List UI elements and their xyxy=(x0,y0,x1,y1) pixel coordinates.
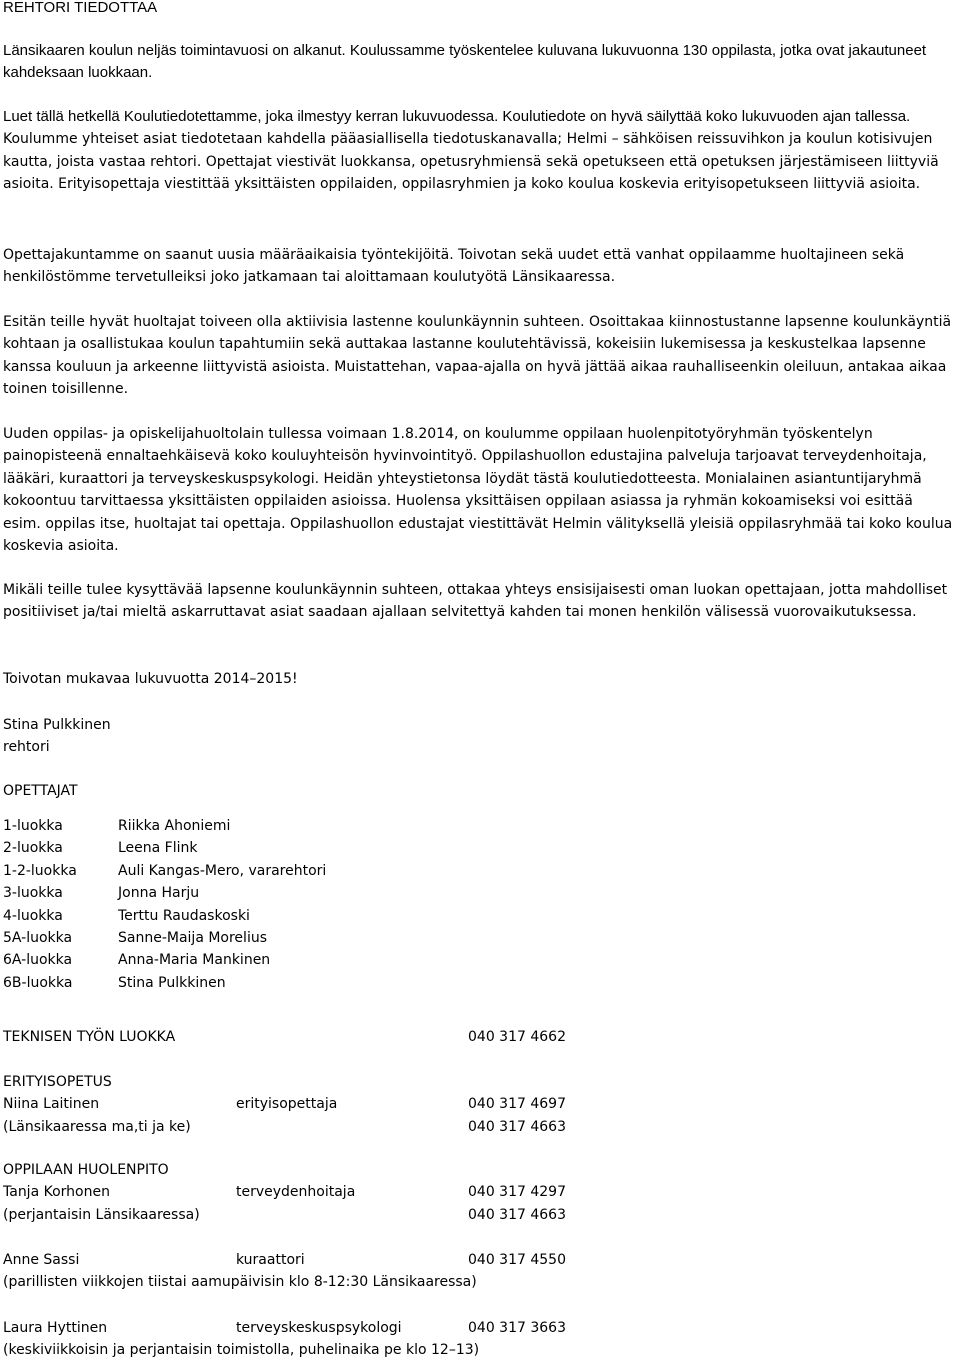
signature-title: rehtori xyxy=(3,739,50,756)
contact-role: terveyskeskuspsykologi xyxy=(236,1320,402,1336)
special-education-contact xyxy=(3,1071,955,1138)
contact-phone: 040 317 3663 xyxy=(468,1320,566,1336)
teacher-row xyxy=(3,905,955,927)
teacher-name: Auli Kangas-Mero, vararehtori xyxy=(118,862,327,879)
class-label: 4-luokka xyxy=(3,907,63,924)
psychologist-contact xyxy=(3,1317,955,1361)
paragraph-new-staff: Opettajakuntamme on saanut uusia määräaikaisia työntekijöitä. Toivotan sekä uudet että vanhat oppilaamme huoltajineen sekä henkilöstömme tervetulleiksi joko jatkamaan tai aloittamaan koulutyötä Länsikaaressa. xyxy=(3,247,905,286)
paragraph-newsletter-intro: Luet tällä hetkellä Koulutiedotettamme, joka ilmestyy kerran lukuvuodessa. Koulutiedote on hyvä säilyttää koko lukuvuoden ajan tallessa. xyxy=(3,108,911,125)
teachers-heading: OPETTAJAT xyxy=(3,783,78,799)
closing-wish: Toivotan mukavaa lukuvuotta 2014–2015! xyxy=(3,671,298,687)
contact-note-phone: 040 317 4663 xyxy=(468,1118,566,1135)
paragraph-contact-teacher: Mikäli teille tulee kysyttävää lapsenne koulunkäynnin suhteen, ottakaa yhteys ensisijaisesti oman luokan opettajaan, jotta mahdolliset positiiviset ja/tai mieltä askarruttavat asiat saadaan ajallaan selvitettyä kahden tai monen henkilön välisessä vuorovaikutuksessa. xyxy=(3,582,948,621)
teacher-name: Anna-Maria Mankinen xyxy=(118,952,271,969)
contact-phone: 040 317 4297 xyxy=(468,1184,566,1201)
class-label: 1-2-luokka xyxy=(3,862,77,879)
contact-role: terveydenhoitaja xyxy=(236,1184,356,1201)
technical-work-phone: 040 317 4662 xyxy=(468,1029,566,1045)
technical-work-contact xyxy=(3,1026,955,1048)
contact-name: Niina Laitinen xyxy=(3,1096,100,1113)
contact-note: (parillisten viikkojen tiistai aamupäivisin klo 8-12:30 Länsikaaressa) xyxy=(3,1274,477,1291)
paragraph-guardians: Esitän teille hyvät huoltajat toiveen olla aktiivisia lastenne koulunkäynnin suhteen. Osoittakaa kiinnostustanne lapsenne koulunkäyntiä kohtaan ja osallistukaa koulun tapahtumiin sekä auttakaa lastanne koulutehtävissä, kokeisiin lukemisessa ja keskustelkaa lapsenne kanssa kouluun ja arkeenne liittyvistä asioista. Muistattehan, vapaa-ajalla on hyvä jättää aikaa rauhalliseenkin oleiluun, antakaa aikaa toinen toisillenne. xyxy=(3,314,952,398)
technical-work-label: TEKNISEN TYÖN LUOKKA xyxy=(3,1029,176,1045)
teacher-row xyxy=(3,860,955,882)
teacher-row xyxy=(3,949,955,971)
contact-phone: 040 317 4697 xyxy=(468,1096,566,1113)
teacher-name: Sanne-Maija Morelius xyxy=(118,930,267,947)
teacher-name: Stina Pulkkinen xyxy=(118,974,226,991)
contact-note: (Länsikaaressa ma,ti ja ke) xyxy=(3,1118,191,1135)
class-label: 2-luokka xyxy=(3,840,63,857)
teacher-row xyxy=(3,882,955,904)
contact-note: (keskiviikkoisin ja perjantaisin toimistolla, puhelinaika pe klo 12–13) xyxy=(3,1342,480,1358)
contact-name: Anne Sassi xyxy=(3,1252,80,1268)
teacher-row xyxy=(3,972,955,994)
teachers-list xyxy=(3,815,955,994)
class-label: 5A-luokka xyxy=(3,930,73,947)
teacher-name: Jonna Harju xyxy=(118,885,200,902)
pupil-welfare-contact xyxy=(3,1159,955,1226)
contact-note: (perjantaisin Länsikaaressa) xyxy=(3,1206,200,1223)
class-label: 1-luokka xyxy=(3,818,63,834)
class-label: 3-luokka xyxy=(3,885,63,902)
class-label: 6A-luokka xyxy=(3,952,73,969)
contact-phone: 040 317 4550 xyxy=(468,1252,566,1268)
curator-contact xyxy=(3,1249,955,1294)
contact-role: kuraattori xyxy=(236,1252,305,1268)
document-title: REHTORI TIEDOTTAA xyxy=(3,0,158,16)
teacher-name: Leena Flink xyxy=(118,840,198,857)
paragraph-newsletter-info xyxy=(3,106,955,196)
signature xyxy=(3,714,955,759)
pupil-welfare-heading: OPPILAAN HUOLENPITO xyxy=(3,1162,169,1178)
paragraph-pupil-welfare: Uuden oppilas- ja opiskelijahuoltolain tullessa voimaan 1.8.2014, on koulumme oppilaan huolenpitotyöryhmän työskentelyn painopisteenä ennaltaehkäisevä koko kouluyhteisön hyvinvointityö. Oppilashuollon edustajina palveluja tarjoavat terveydenhoitaja, lääkäri, kuraattori ja terveyskeskuspsykologi. Heidän yhteystietonsa löydät tästä koulutiedotteesta. Monialainen asiantuntijaryhmä kokoontuu tarvittaessa yksittäisten oppilaiden asioissa. Huolensa yksittäisen oppilaan asiassa ja ryhmän kokoamiseksi voi esittää esim. oppilas itse, huoltajat tai opettaja. Oppilashuollon edustajat viestittävät Helmin välityksellä yleisiä oppilasryhmää tai koko koulua koskevia asioita. xyxy=(3,426,953,555)
teacher-name: Riikka Ahoniemi xyxy=(118,818,231,834)
contact-name: Laura Hyttinen xyxy=(3,1320,108,1336)
teacher-row xyxy=(3,815,955,837)
contact-role: erityisopettaja xyxy=(236,1096,338,1113)
contact-note-phone: 040 317 4663 xyxy=(468,1206,566,1223)
special-education-heading: ERITYISOPETUS xyxy=(3,1074,112,1090)
teacher-name: Terttu Raudaskoski xyxy=(118,907,250,924)
paragraph-communication-channels: Koulumme yhteiset asiat tiedotetaan kahdella pääasiallisella tiedotuskanavalla; Helmi – sähköisen reissuvihkon ja koulun kotisivujen kautta, joista vastaa rehtori. Opettajat viestivät luokkansa, opetusryhmiensä sekä opetukseen että opetuksen järjestämiseen liittyviä asioita. Erityisopettaja viestittää yksittäisten oppilaiden, oppilasryhmien ja koko koulua koskevia erityisopetukseen liittyviä asioita. xyxy=(3,131,939,193)
contact-name: Tanja Korhonen xyxy=(3,1184,110,1201)
teacher-row xyxy=(3,927,955,949)
signature-name: Stina Pulkkinen xyxy=(3,717,111,733)
class-label: 6B-luokka xyxy=(3,974,73,991)
paragraph-intro: Länsikaaren koulun neljäs toimintavuosi on alkanut. Koulussamme työskentelee kuluvana lukuvuonna 130 oppilasta, jotka ovat jakautuneet kahdeksaan luokkaan. xyxy=(3,42,927,82)
teacher-row xyxy=(3,837,955,859)
